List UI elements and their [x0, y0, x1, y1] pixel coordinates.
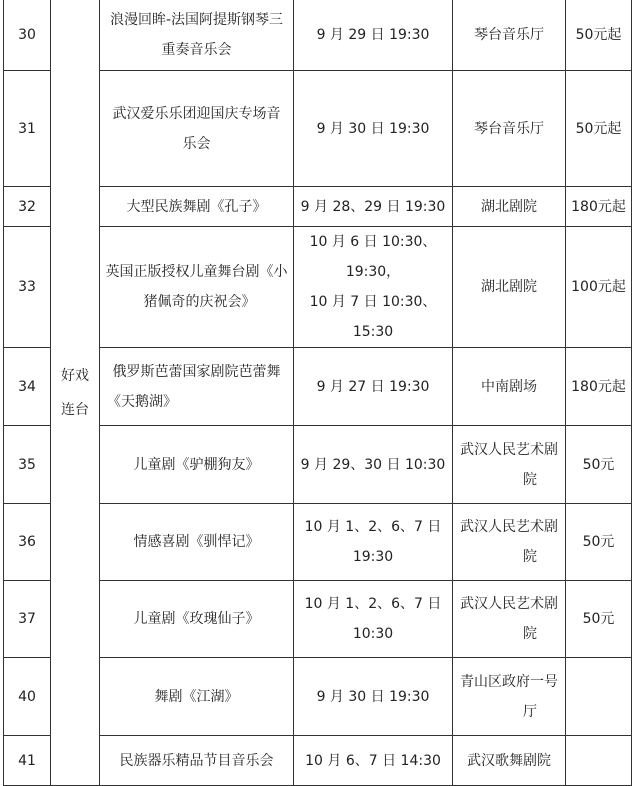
program-title	[100, 187, 294, 227]
venue-line: 武汉人民艺术剧	[460, 441, 558, 458]
row-number: 40	[4, 658, 51, 736]
category-line: 好戏	[61, 367, 89, 384]
price: 180元起	[566, 187, 632, 227]
table-row	[4, 0, 632, 71]
venue	[453, 736, 566, 786]
program-title	[100, 71, 294, 187]
show-date	[294, 348, 453, 426]
date-line: 9 月 28、29 日 19:30	[300, 198, 446, 215]
date-line: 9 月 29 日 19:30	[316, 27, 430, 43]
program-title	[100, 348, 294, 426]
venue-line: 院	[523, 549, 537, 565]
price: 180元起	[566, 348, 632, 426]
venue-line: 武汉歌舞剧院	[467, 752, 551, 769]
title-line: 浪漫回眸-法国阿提斯钢琴三	[109, 12, 284, 28]
title-line: 《天鹅湖》	[107, 393, 177, 410]
venue	[453, 187, 566, 227]
show-date	[294, 0, 453, 71]
venue	[453, 227, 566, 348]
venue-line: 院	[523, 471, 537, 488]
show-date	[294, 227, 453, 348]
date-line: 10 月 6 日 10:30、19:30，	[309, 234, 437, 280]
row-number: 34	[4, 348, 51, 426]
price	[566, 658, 632, 736]
row-number: 30	[4, 0, 51, 71]
row-number: 33	[4, 227, 51, 348]
title-line: 儿童剧《玫瑰仙子》	[133, 611, 260, 627]
venue	[453, 426, 566, 504]
date-line: 10 月 7 日 10:30、15:30	[309, 294, 437, 340]
venue-line: 青山区政府一号	[460, 673, 558, 690]
venue-line: 湖北剧院	[481, 279, 537, 295]
venue-line: 中南剧场	[481, 378, 537, 395]
title-line: 情感喜剧《驯悍记》	[133, 534, 260, 550]
date-line: 9 月 30 日 19:30	[316, 688, 430, 705]
venue	[453, 71, 566, 187]
date-line: 10 月 1、2、6、7 日 10:30	[304, 596, 442, 642]
program-title	[100, 581, 294, 658]
title-line: 重奏音乐会	[161, 42, 232, 58]
price: 100元起	[566, 227, 632, 348]
title-line: 英国正版授权儿童舞台剧《小	[105, 264, 288, 280]
date-line: 10 月 6、7 日 14:30	[305, 752, 441, 769]
program-title	[100, 504, 294, 581]
date-line: 9 月 29、30 日 10:30	[300, 456, 446, 473]
venue	[453, 348, 566, 426]
row-number: 35	[4, 426, 51, 504]
program-title	[100, 658, 294, 736]
show-date	[294, 736, 453, 786]
schedule-table	[3, 0, 632, 786]
venue	[453, 658, 566, 736]
date-line: 9 月 30 日 19:30	[316, 120, 430, 137]
venue-line: 厅	[523, 703, 537, 720]
price: 50元起	[566, 71, 632, 187]
venue-line: 琴台音乐厅	[474, 27, 544, 43]
show-date	[294, 71, 453, 187]
row-number: 37	[4, 581, 51, 658]
program-title	[100, 736, 294, 786]
venue-line: 武汉人民艺术剧	[460, 519, 558, 535]
row-number: 36	[4, 504, 51, 581]
show-date	[294, 187, 453, 227]
price	[566, 736, 632, 786]
show-date	[294, 504, 453, 581]
price: 50元	[566, 504, 632, 581]
title-line: 猪佩奇的庆祝会》	[143, 294, 256, 310]
row-number: 31	[4, 71, 51, 187]
show-date	[294, 658, 453, 736]
show-date	[294, 426, 453, 504]
show-date	[294, 581, 453, 658]
title-line: 儿童剧《驴棚狗友》	[133, 456, 260, 473]
title-line: 乐会	[182, 135, 211, 152]
title-line: 武汉爱乐乐团迎国庆专场音	[112, 105, 281, 122]
title-line: 民族器乐精品节目音乐会	[119, 752, 274, 769]
date-line: 9 月 27 日 19:30	[316, 378, 430, 395]
date-line: 10 月 1、2、6、7 日 19:30	[304, 519, 442, 565]
venue-line: 琴台音乐厅	[474, 120, 544, 137]
price: 50元	[566, 426, 632, 504]
venue-line: 院	[523, 626, 537, 642]
venue	[453, 581, 566, 658]
price: 50元起	[566, 0, 632, 71]
program-title	[100, 426, 294, 504]
price: 50元	[566, 581, 632, 658]
category-cell	[51, 0, 100, 786]
program-title	[100, 227, 294, 348]
row-number: 41	[4, 736, 51, 786]
venue	[453, 0, 566, 71]
venue	[453, 504, 566, 581]
title-line: 俄罗斯芭蕾国家剧院芭蕾舞	[112, 363, 281, 380]
venue-line: 武汉人民艺术剧	[460, 596, 558, 612]
row-number: 32	[4, 187, 51, 227]
category-line: 连台	[61, 401, 89, 418]
program-title	[100, 0, 294, 71]
title-line: 舞剧《江湖》	[154, 688, 239, 705]
title-line: 大型民族舞剧《孔子》	[126, 198, 267, 215]
venue-line: 湖北剧院	[481, 198, 537, 215]
